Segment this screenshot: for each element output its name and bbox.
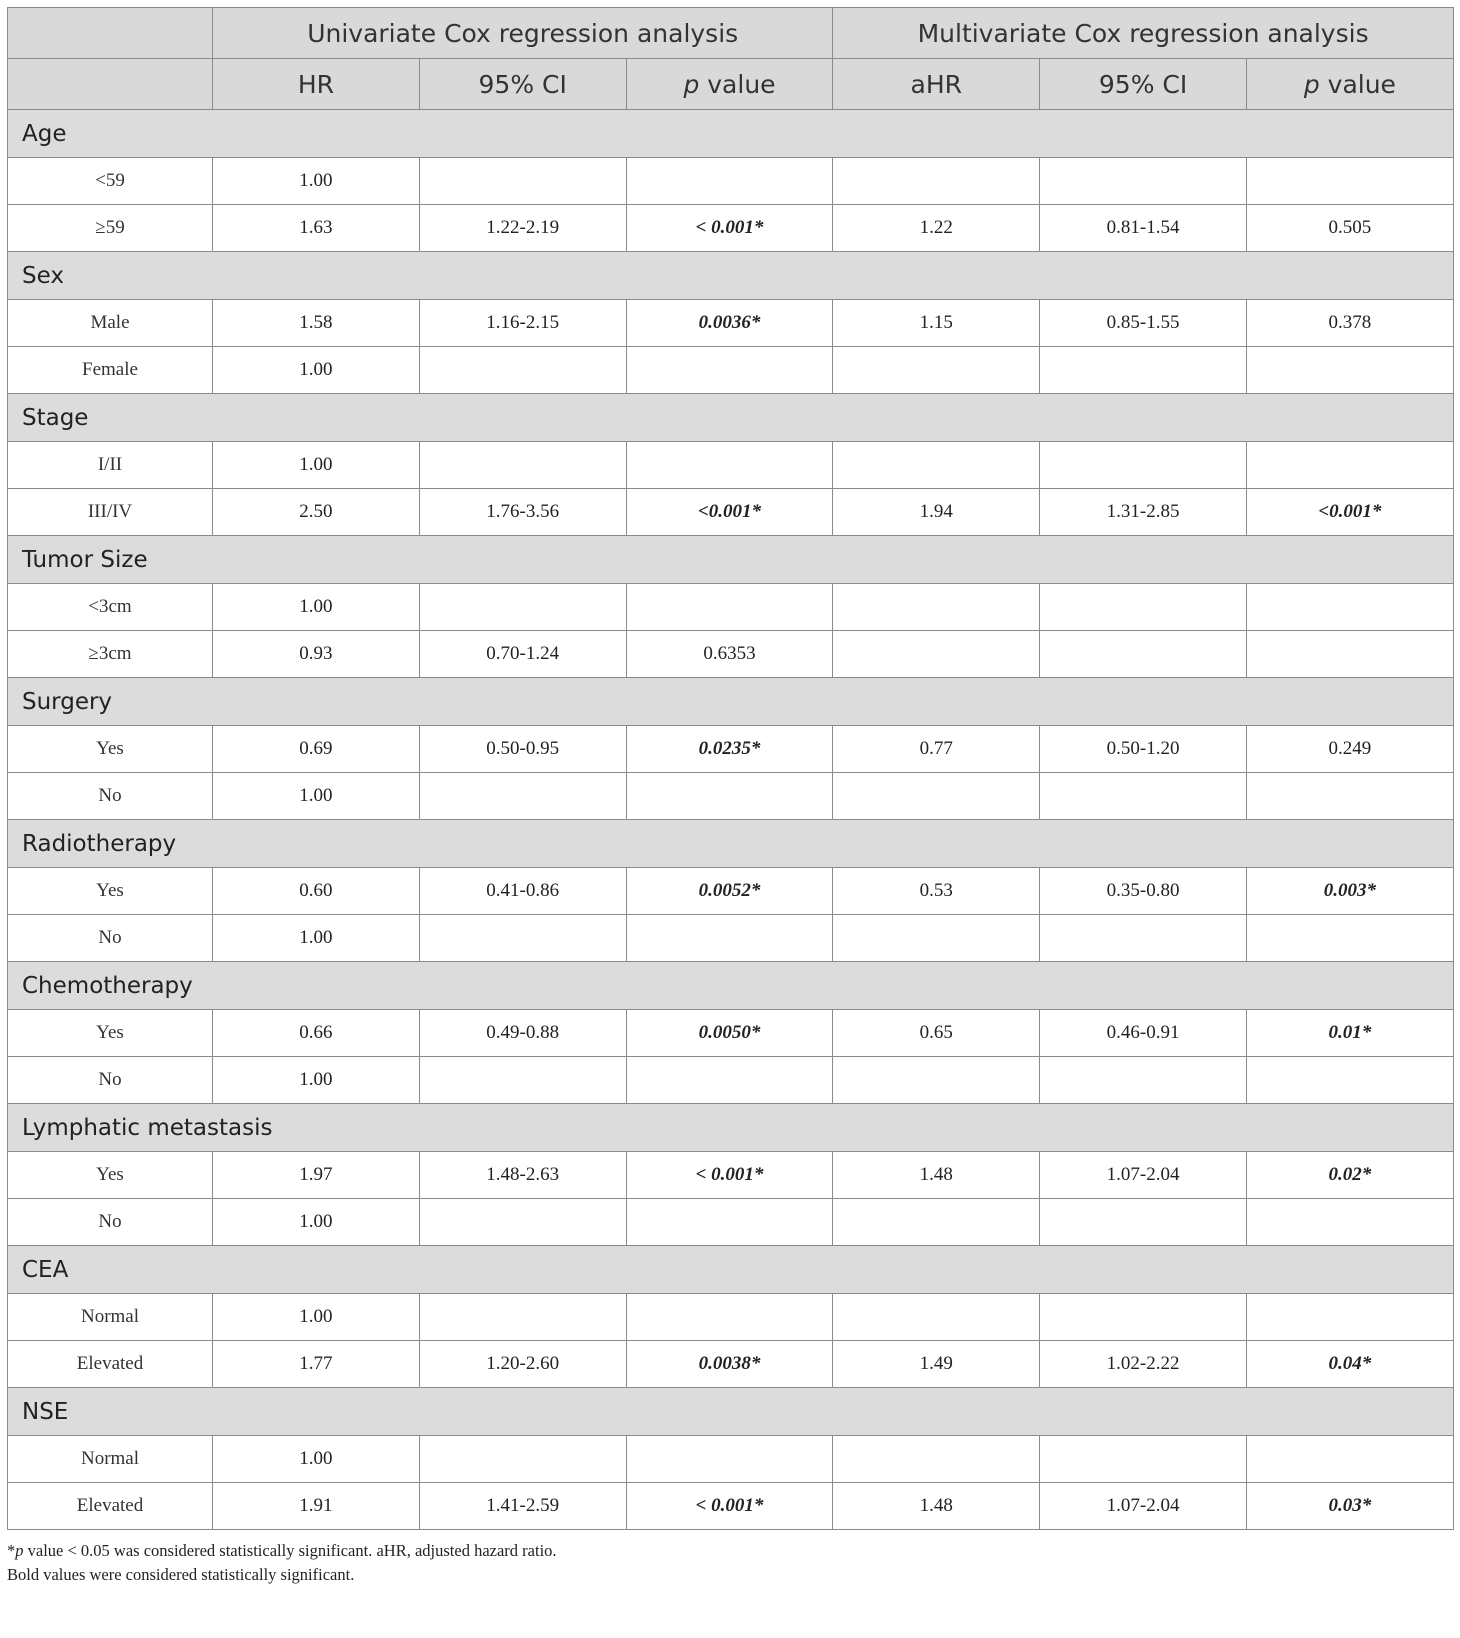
p-value-cell: 0.0052* (626, 868, 833, 915)
adjusted-p-value-cell: 0.003* (1246, 868, 1453, 915)
aci-cell (1040, 1199, 1247, 1246)
ahr-cell: 0.65 (833, 1010, 1040, 1057)
aci-cell: 0.35-0.80 (1040, 868, 1247, 915)
group-label: Lymphatic metastasis (8, 1104, 1454, 1152)
p-value-text: value (699, 69, 776, 99)
hr-cell: 1.91 (213, 1483, 420, 1530)
hr-cell: 1.00 (213, 158, 420, 205)
group-label: Age (8, 110, 1454, 158)
p-value-cell (626, 1294, 833, 1341)
table-row (8, 1057, 1454, 1104)
footnote-p-symbol: p (15, 1541, 24, 1560)
adjusted-p-value-cell: 0.505 (1246, 205, 1453, 252)
p-value-cell (626, 1199, 833, 1246)
p-symbol: p (683, 69, 700, 99)
aci-cell (1040, 1057, 1247, 1104)
header-corner-cell (8, 8, 213, 59)
hr-cell: 0.69 (213, 726, 420, 773)
aci-cell (1040, 915, 1247, 962)
aci-cell (1040, 1294, 1247, 1341)
adjusted-p-value-cell (1246, 347, 1453, 394)
footnote-star: * (7, 1541, 16, 1560)
table-header (8, 8, 1454, 110)
p-value-cell (626, 915, 833, 962)
col-header-p-value-multi (1246, 59, 1453, 110)
ahr-cell: 1.22 (833, 205, 1040, 252)
hr-cell: 0.60 (213, 868, 420, 915)
row-label-cell: Yes (8, 1010, 213, 1057)
hr-cell: 1.00 (213, 1057, 420, 1104)
table-row (8, 868, 1454, 915)
table-row (8, 631, 1454, 678)
table-row (8, 1483, 1454, 1530)
adjusted-p-value-cell (1246, 1199, 1453, 1246)
group-row (8, 252, 1454, 300)
p-value-cell (626, 442, 833, 489)
adjusted-p-value-cell (1246, 442, 1453, 489)
aci-cell (1040, 631, 1247, 678)
table-row (8, 300, 1454, 347)
table-row (8, 584, 1454, 631)
ahr-cell (833, 1057, 1040, 1104)
row-label-cell: Yes (8, 868, 213, 915)
table-row (8, 347, 1454, 394)
cox-regression-table (7, 7, 1454, 1530)
group-label: Tumor Size (8, 536, 1454, 584)
col-header-p-value (626, 59, 833, 110)
table-footnote (7, 1539, 1453, 1587)
adjusted-p-value-cell (1246, 773, 1453, 820)
ahr-cell: 1.49 (833, 1341, 1040, 1388)
table-row (8, 1199, 1454, 1246)
ci-cell: 1.20-2.60 (419, 1341, 626, 1388)
aci-cell (1040, 442, 1247, 489)
table-row (8, 726, 1454, 773)
p-value-cell (626, 1057, 833, 1104)
hr-cell: 1.58 (213, 300, 420, 347)
ci-cell (419, 347, 626, 394)
aci-cell (1040, 1436, 1247, 1483)
hr-cell: 1.00 (213, 584, 420, 631)
p-value-cell: 0.0050* (626, 1010, 833, 1057)
ci-cell: 1.41-2.59 (419, 1483, 626, 1530)
group-row (8, 962, 1454, 1010)
p-value-cell (626, 347, 833, 394)
adjusted-p-value-cell (1246, 158, 1453, 205)
ci-cell (419, 915, 626, 962)
group-label: Chemotherapy (8, 962, 1454, 1010)
group-row (8, 1104, 1454, 1152)
hr-cell: 1.00 (213, 442, 420, 489)
ci-cell: 1.76-3.56 (419, 489, 626, 536)
row-label-cell: I/II (8, 442, 213, 489)
ci-cell: 1.48-2.63 (419, 1152, 626, 1199)
ci-cell: 0.70-1.24 (419, 631, 626, 678)
table-row (8, 1436, 1454, 1483)
adjusted-p-value-cell: 0.378 (1246, 300, 1453, 347)
ci-cell (419, 1294, 626, 1341)
table-row (8, 489, 1454, 536)
group-row (8, 678, 1454, 726)
table-row (8, 915, 1454, 962)
ahr-cell (833, 158, 1040, 205)
row-label-cell: Female (8, 347, 213, 394)
aci-cell: 0.85-1.55 (1040, 300, 1247, 347)
adjusted-p-value-cell (1246, 1436, 1453, 1483)
p-value-cell (626, 773, 833, 820)
row-label-cell: Elevated (8, 1483, 213, 1530)
adjusted-p-value-cell (1246, 631, 1453, 678)
ci-cell: 0.50-0.95 (419, 726, 626, 773)
hr-cell: 1.00 (213, 773, 420, 820)
hr-cell: 1.00 (213, 347, 420, 394)
ahr-cell: 1.48 (833, 1152, 1040, 1199)
ci-cell (419, 1199, 626, 1246)
multivariate-header: Multivariate Cox regression analysis (833, 8, 1453, 59)
aci-cell: 1.07-2.04 (1040, 1483, 1247, 1530)
group-label: CEA (8, 1246, 1454, 1294)
p-value-cell: 0.0036* (626, 300, 833, 347)
aci-cell: 0.46-0.91 (1040, 1010, 1247, 1057)
adjusted-p-value-cell: <0.001* (1246, 489, 1453, 536)
ci-cell (419, 773, 626, 820)
group-label: Sex (8, 252, 1454, 300)
row-label-cell: ≥3cm (8, 631, 213, 678)
row-label-cell: Yes (8, 726, 213, 773)
footnote-text-1: value < 0.05 was considered statistically significant. aHR, adjusted hazard ratio. (23, 1541, 557, 1560)
adjusted-p-value-cell (1246, 915, 1453, 962)
ci-cell (419, 1057, 626, 1104)
ci-cell (419, 584, 626, 631)
col-header-hr: HR (213, 59, 420, 110)
col-header-ahr: aHR (833, 59, 1040, 110)
p-value-cell: 0.6353 (626, 631, 833, 678)
footnote-line-2: Bold values were considered statistically significant. (7, 1565, 355, 1584)
hr-cell: 1.00 (213, 1294, 420, 1341)
group-row (8, 820, 1454, 868)
aci-cell: 1.02-2.22 (1040, 1341, 1247, 1388)
ci-cell (419, 1436, 626, 1483)
p-value-text: value (1319, 69, 1396, 99)
p-value-cell (626, 584, 833, 631)
ahr-cell: 1.94 (833, 489, 1040, 536)
hr-cell: 1.97 (213, 1152, 420, 1199)
row-label-cell: No (8, 915, 213, 962)
hr-cell: 1.00 (213, 1436, 420, 1483)
ahr-cell (833, 442, 1040, 489)
hr-cell: 2.50 (213, 489, 420, 536)
table-body (8, 110, 1454, 1530)
ahr-cell (833, 773, 1040, 820)
ahr-cell (833, 584, 1040, 631)
table-row (8, 1152, 1454, 1199)
adjusted-p-value-cell: 0.03* (1246, 1483, 1453, 1530)
ci-cell (419, 158, 626, 205)
row-label-cell: Yes (8, 1152, 213, 1199)
ahr-cell (833, 915, 1040, 962)
row-label-cell: No (8, 1199, 213, 1246)
ci-cell: 1.16-2.15 (419, 300, 626, 347)
footnote-line-1 (7, 1539, 1453, 1563)
group-row (8, 394, 1454, 442)
table-row (8, 1294, 1454, 1341)
table-row (8, 205, 1454, 252)
row-label-cell: Male (8, 300, 213, 347)
ci-cell: 0.49-0.88 (419, 1010, 626, 1057)
col-header-ci: 95% CI (419, 59, 626, 110)
adjusted-p-value-cell: 0.02* (1246, 1152, 1453, 1199)
table-row (8, 773, 1454, 820)
hr-cell: 0.93 (213, 631, 420, 678)
p-value-cell: < 0.001* (626, 1152, 833, 1199)
aci-cell (1040, 584, 1247, 631)
group-row (8, 1388, 1454, 1436)
aci-cell (1040, 158, 1247, 205)
group-label: Stage (8, 394, 1454, 442)
ci-cell: 0.41-0.86 (419, 868, 626, 915)
ci-cell (419, 442, 626, 489)
row-label-cell: No (8, 773, 213, 820)
p-value-cell: <0.001* (626, 489, 833, 536)
table-row (8, 1010, 1454, 1057)
adjusted-p-value-cell: 0.04* (1246, 1341, 1453, 1388)
row-label-cell: III/IV (8, 489, 213, 536)
hr-cell: 1.77 (213, 1341, 420, 1388)
aci-cell: 1.07-2.04 (1040, 1152, 1247, 1199)
p-value-cell: < 0.001* (626, 1483, 833, 1530)
hr-cell: 1.00 (213, 915, 420, 962)
aci-cell: 0.50-1.20 (1040, 726, 1247, 773)
group-label: Surgery (8, 678, 1454, 726)
ahr-cell: 1.15 (833, 300, 1040, 347)
table-row (8, 158, 1454, 205)
aci-cell (1040, 773, 1247, 820)
header-row-columns (8, 59, 1454, 110)
row-label-cell: ≥59 (8, 205, 213, 252)
group-label: NSE (8, 1388, 1454, 1436)
adjusted-p-value-cell (1246, 584, 1453, 631)
ahr-cell (833, 1199, 1040, 1246)
row-label-cell: No (8, 1057, 213, 1104)
group-row (8, 110, 1454, 158)
table-row (8, 1341, 1454, 1388)
row-label-cell: <3cm (8, 584, 213, 631)
p-value-cell: 0.0038* (626, 1341, 833, 1388)
p-value-cell (626, 1436, 833, 1483)
ahr-cell (833, 1436, 1040, 1483)
aci-cell (1040, 347, 1247, 394)
p-value-cell: 0.0235* (626, 726, 833, 773)
row-label-cell: Normal (8, 1436, 213, 1483)
hr-cell: 0.66 (213, 1010, 420, 1057)
row-label-cell: Normal (8, 1294, 213, 1341)
p-value-cell (626, 158, 833, 205)
ahr-cell: 1.48 (833, 1483, 1040, 1530)
group-label: Radiotherapy (8, 820, 1454, 868)
p-symbol: p (1303, 69, 1320, 99)
row-label-cell: Elevated (8, 1341, 213, 1388)
aci-cell: 0.81-1.54 (1040, 205, 1247, 252)
table-container (7, 7, 1453, 1587)
adjusted-p-value-cell: 0.01* (1246, 1010, 1453, 1057)
header-row-groups (8, 8, 1454, 59)
p-value-cell: < 0.001* (626, 205, 833, 252)
header-corner-cell-2 (8, 59, 213, 110)
col-header-ci-multi: 95% CI (1040, 59, 1247, 110)
group-row (8, 1246, 1454, 1294)
ci-cell: 1.22-2.19 (419, 205, 626, 252)
ahr-cell (833, 1294, 1040, 1341)
hr-cell: 1.00 (213, 1199, 420, 1246)
table-row (8, 442, 1454, 489)
univariate-header: Univariate Cox regression analysis (213, 8, 833, 59)
adjusted-p-value-cell (1246, 1057, 1453, 1104)
ahr-cell: 0.53 (833, 868, 1040, 915)
ahr-cell (833, 347, 1040, 394)
ahr-cell: 0.77 (833, 726, 1040, 773)
adjusted-p-value-cell (1246, 1294, 1453, 1341)
aci-cell: 1.31-2.85 (1040, 489, 1247, 536)
adjusted-p-value-cell: 0.249 (1246, 726, 1453, 773)
row-label-cell: <59 (8, 158, 213, 205)
ahr-cell (833, 631, 1040, 678)
hr-cell: 1.63 (213, 205, 420, 252)
group-row (8, 536, 1454, 584)
